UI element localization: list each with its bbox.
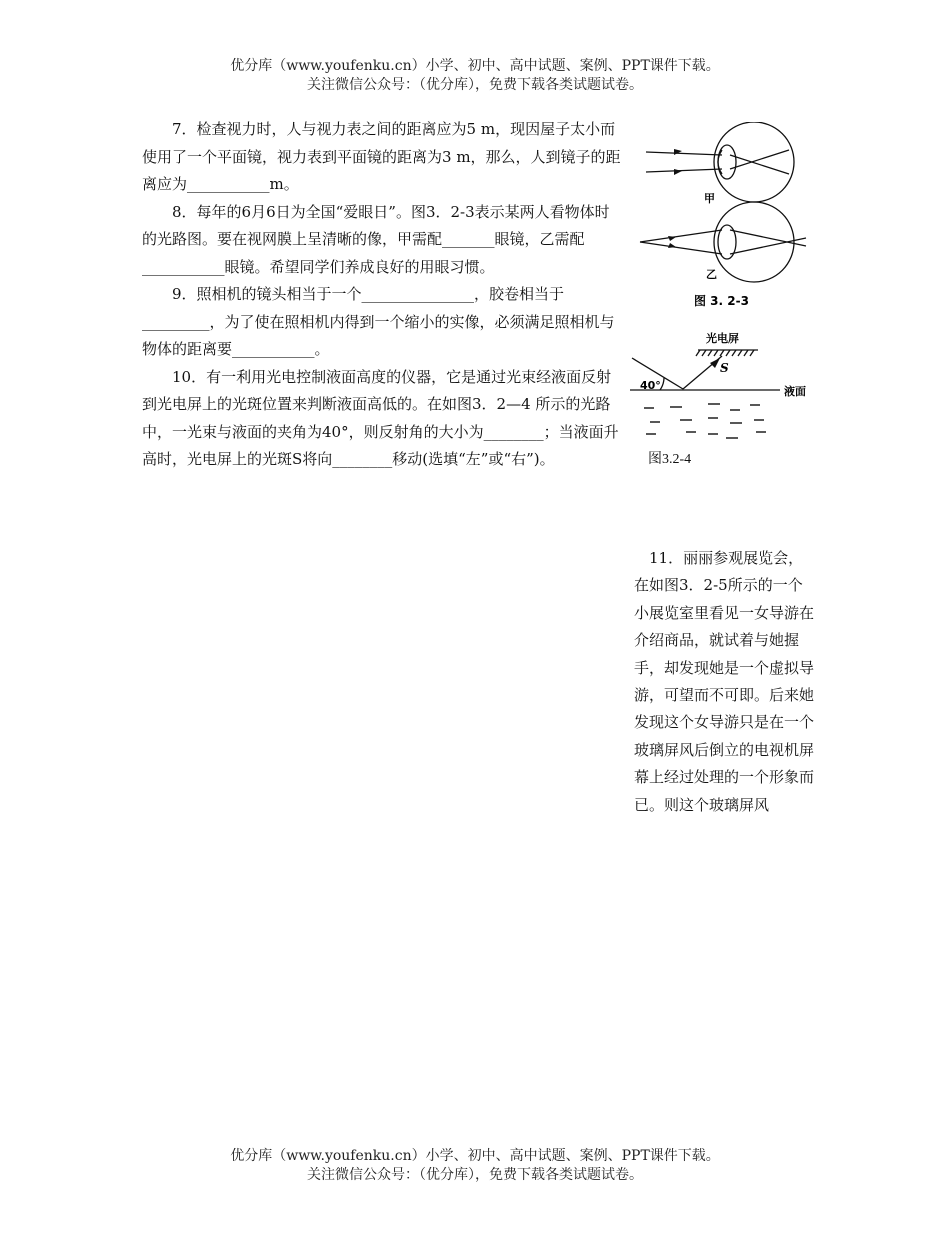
page-header	[0, 57, 950, 95]
angle-label: 40°	[640, 379, 661, 392]
eye-b-ray-top	[640, 230, 722, 242]
eye-light-path-figure	[634, 122, 814, 312]
liquid-dashes	[644, 404, 766, 438]
eye-b-ray-top-inner	[730, 230, 806, 246]
eye-b-ray-bottom-inner	[730, 238, 806, 254]
page-footer	[0, 1147, 950, 1185]
eye-a-lens	[718, 145, 736, 179]
spot-label: S	[720, 361, 729, 375]
eye-b-eyeball	[714, 202, 794, 282]
eye-a-ray-bottom-inner	[730, 150, 789, 169]
footer-line-2: 关注微信公众号：（优分库），免费下载各类试题试卷。	[307, 1167, 643, 1183]
screen-label: 光电屏	[706, 332, 739, 345]
eye-a-ray-top-inner	[730, 155, 789, 174]
eye-a-label: 甲	[704, 192, 715, 205]
question-11: 11．丽丽参观展览会，在如图3．2-5所示的一个小展览室里看见一女导游在介绍商品，就试着与她握手，却发现她是一个虚拟导游，可望而不可即。后来她发现这个女导游只是在一个玻璃屏风后倒立的电视机屏幕上经过处理的一个形象而已。则这个玻璃屏风	[634, 549, 815, 814]
header-line-1: 优分库（www.youfenku.cn）小学、初中、高中试题、案例、PPT课件下载。	[230, 58, 720, 74]
eye-a-ray-bottom	[646, 169, 722, 172]
question-9: 9．照相机的镜头相当于一个_______________，胶卷相当于_________，为了使在照相机内得到一个缩小的实像，必须满足照相机与物体的距离要___________。	[142, 285, 615, 358]
question-10: 10．有一利用光电控制液面高度的仪器，它是通过光束经液面反射到光电屏上的光斑位置来判断液面高低的。在如图3．2—4 所示的光路中，一光束与液面的夹角为40°，则反射角的大小为________；当液面升高时，光电屏上的光斑S将向________移动(选填“左”或“右”)。	[142, 367, 619, 468]
eye-b-ray-bottom	[640, 242, 722, 254]
liquid-level-figure	[630, 328, 815, 448]
eye-b-label: 乙	[706, 268, 717, 281]
footer-line-1: 优分库（www.youfenku.cn）小学、初中、高中试题、案例、PPT课件下载。	[230, 1148, 720, 1164]
eye-a-arrow-bottom	[674, 169, 682, 175]
header-line-2: 关注微信公众号：（优分库），免费下载各类试题试卷。	[307, 77, 643, 93]
question-8: 8．每年的6月6日为全国“爱眼日”。图3．2-3表示某两人看物体时的光路图。要在视网膜上呈清晰的像，甲需配_______眼镜，乙需配___________眼镜。希望同学们养成良好的用眼习惯。	[142, 202, 610, 276]
eye-a-eyeball	[714, 122, 794, 202]
eye-figure-caption: 图 3. 2-3	[694, 294, 749, 308]
liquid-figure-caption: 图3.2-4	[648, 452, 692, 467]
question-7: 7．检查视力时，人与视力表之间的距离应为5 m，现因屋子太小而使用了一个平面镜，视力表到平面镜的距离为3 m，那么，人到镜子的距离应为___________m。	[142, 120, 621, 193]
question-column	[142, 116, 624, 474]
eye-a-arrow-top	[674, 149, 682, 155]
eye-a-ray-top	[646, 152, 722, 155]
reflected-ray-arrow	[710, 358, 720, 368]
surface-label: 液面	[784, 385, 806, 398]
side-column	[634, 545, 816, 819]
